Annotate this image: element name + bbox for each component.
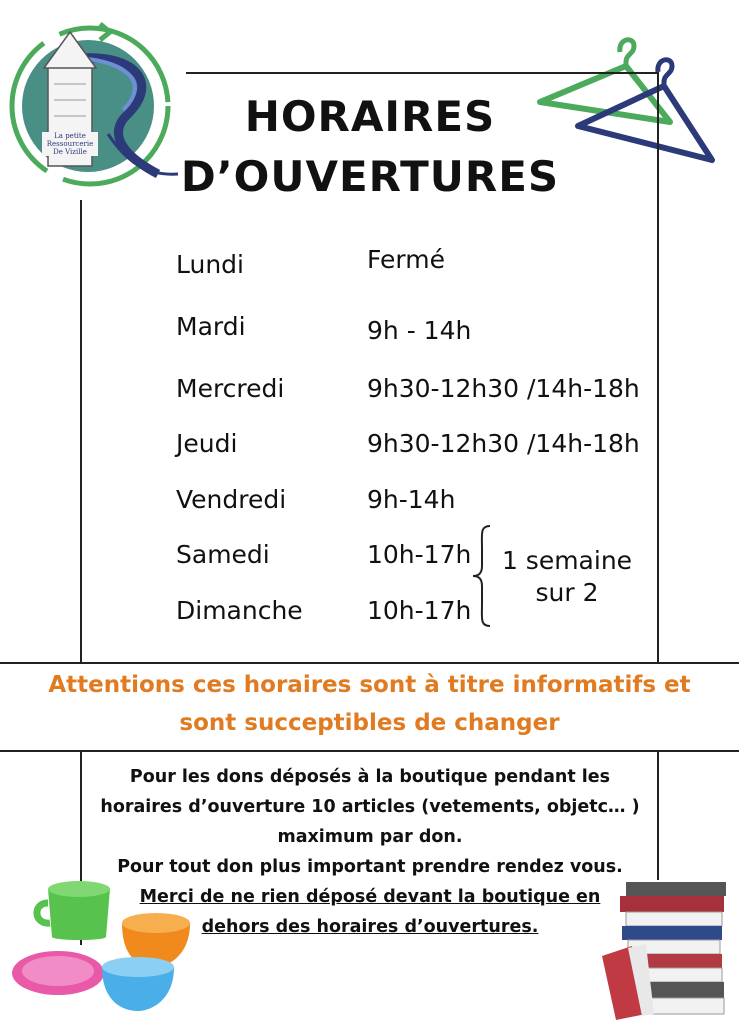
info-right-border xyxy=(657,750,659,880)
notice-bottom-divider xyxy=(0,750,739,752)
page-title-line2: D’OUVERTURES xyxy=(180,152,560,201)
schedule-day: Jeudi xyxy=(176,429,238,458)
schedule-day: Lundi xyxy=(176,250,244,279)
info-line6: dehors des horaires d’ouvertures. xyxy=(201,917,539,937)
schedule-day: Vendredi xyxy=(176,485,287,514)
schedule-hours: 10h-17h xyxy=(367,596,472,625)
frame-left-border xyxy=(80,200,82,662)
books-icon xyxy=(598,878,733,1020)
info-line4: Pour tout don plus important prendre rendez vous. xyxy=(117,857,623,877)
schedule-day: Mercredi xyxy=(176,374,285,403)
schedule-hours: 10h-17h xyxy=(367,540,472,569)
schedule-hours: Fermé xyxy=(367,245,445,274)
notice-line2: sont succeptibles de changer xyxy=(179,710,560,736)
schedule-hours: 9h - 14h xyxy=(367,316,472,345)
page-title-line1: HORAIRES xyxy=(244,92,496,141)
schedule-hours: 9h-14h xyxy=(367,485,456,514)
schedule-day: Samedi xyxy=(176,540,270,569)
schedule-hours: 9h30-12h30 /14h-18h xyxy=(367,374,640,403)
schedule-hours: 9h30-12h30 /14h-18h xyxy=(367,429,640,458)
weekend-note-line2: sur 2 xyxy=(535,578,599,607)
notice-line1: Attentions ces horaires sont à titre informatifs et xyxy=(48,672,691,698)
info-line3: maximum par don. xyxy=(277,827,463,847)
info-line2: horaires d’ouverture 10 articles (vetements, objetc… ) xyxy=(100,797,640,817)
info-line1: Pour les dons déposés à la boutique pendant les xyxy=(129,767,611,787)
schedule-day: Dimanche xyxy=(176,596,303,625)
schedule-day: Mardi xyxy=(176,312,246,341)
notice-top-divider xyxy=(0,662,739,664)
dishes-icon xyxy=(10,875,200,1020)
info-line5: Merci de ne rien déposé devant la boutique en xyxy=(139,887,601,907)
frame-top-border xyxy=(186,72,658,74)
weekend-note-line1: 1 semaine xyxy=(501,546,633,575)
curly-brace-icon xyxy=(470,524,494,628)
logo-text: La petite Ressourcerie De Vizille xyxy=(42,132,98,156)
frame-right-border xyxy=(657,72,659,662)
